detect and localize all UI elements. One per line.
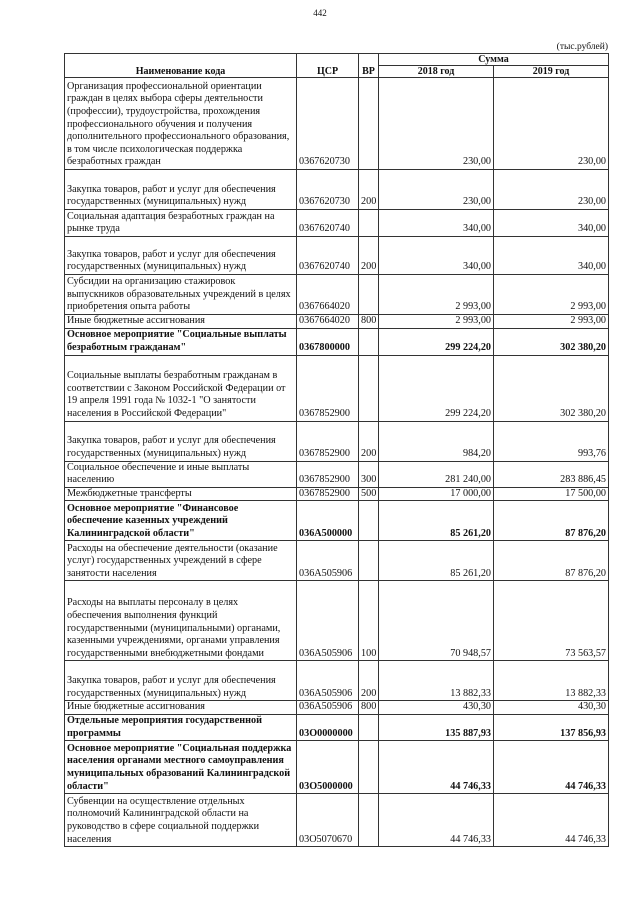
row-2019: 302 380,20 [494, 328, 609, 355]
row-2019: 230,00 [494, 170, 609, 210]
row-name: Социальная адаптация безработных граждан на рынке труда [65, 210, 297, 237]
table-row [65, 328, 609, 355]
row-csr: 0367852900 [297, 461, 359, 487]
row-2018: 340,00 [379, 237, 494, 275]
row-vr: 200 [359, 421, 379, 461]
row-csr: 0367620740 [297, 237, 359, 275]
row-2019: 17 500,00 [494, 487, 609, 501]
table-row [65, 421, 609, 461]
row-csr: 036А505906 [297, 701, 359, 715]
row-name: Закупка товаров, работ и услуг для обеспечения государственных (муниципальных) нужд [65, 237, 297, 275]
row-2019: 87 876,20 [494, 541, 609, 581]
row-name: Социальное обеспечение и иные выплаты населению [65, 461, 297, 487]
row-2019: 44 746,33 [494, 741, 609, 794]
table-row [65, 701, 609, 715]
row-vr: 200 [359, 661, 379, 701]
row-name: Основное мероприятие "Социальные выплаты безработным гражданам" [65, 328, 297, 355]
row-2019: 87 876,20 [494, 501, 609, 541]
table-row [65, 794, 609, 847]
row-name: Иные бюджетные ассигнования [65, 315, 297, 329]
row-name: Закупка товаров, работ и услуг для обеспечения государственных (муниципальных) нужд [65, 661, 297, 701]
row-2019: 993,76 [494, 421, 609, 461]
row-2019: 283 886,45 [494, 461, 609, 487]
row-csr: 0367852900 [297, 421, 359, 461]
unit-note: (тыс.рублей) [556, 42, 608, 52]
row-vr [359, 741, 379, 794]
row-vr [359, 78, 379, 170]
row-name: Субвенции на осуществление отдельных полномочий Калининградской области на руководство в сфере социальной поддержки населения [65, 794, 297, 847]
row-vr: 800 [359, 701, 379, 715]
table-row [65, 355, 609, 421]
row-name: Расходы на обеспечение деятельности (оказание услуг) государственных учреждений в сфере занятости населения [65, 541, 297, 581]
row-csr: 0367852900 [297, 355, 359, 421]
row-2018: 135 887,93 [379, 714, 494, 740]
row-name: Расходы на выплаты персоналу в целях обеспечения выполнения функций государственными (муниципальными) органами, казенными учреждениями, органами управления государственными внебюджетными фондами [65, 581, 297, 661]
row-2018: 984,20 [379, 421, 494, 461]
page-number: 442 [313, 8, 327, 18]
row-vr [359, 541, 379, 581]
table-row [65, 461, 609, 487]
row-csr: 0367620730 [297, 170, 359, 210]
header-sum: Сумма [379, 54, 609, 66]
row-csr: 0367800000 [297, 328, 359, 355]
row-2019: 430,30 [494, 701, 609, 715]
row-vr: 800 [359, 315, 379, 329]
row-2019: 44 746,33 [494, 794, 609, 847]
row-csr: 03О5000000 [297, 741, 359, 794]
row-name: Отдельные мероприятия государственной программы [65, 714, 297, 740]
row-csr: 0367852900 [297, 487, 359, 501]
row-csr: 036А505906 [297, 661, 359, 701]
table-row [65, 275, 609, 315]
table-row [65, 581, 609, 661]
table-row [65, 541, 609, 581]
row-2018: 13 882,33 [379, 661, 494, 701]
row-vr: 200 [359, 237, 379, 275]
table-row [65, 315, 609, 329]
row-csr: 036А505906 [297, 541, 359, 581]
row-csr: 036А500000 [297, 501, 359, 541]
row-2018: 70 948,57 [379, 581, 494, 661]
row-vr: 300 [359, 461, 379, 487]
row-name: Организация профессиональной ориентации граждан в целях выбора сферы деятельности (профессии), трудоустройства, прохождения профессионального обучения и получения дополнительного профессионального образования, в том числе психологическая поддержка безработных граждан [65, 78, 297, 170]
row-2018: 85 261,20 [379, 501, 494, 541]
header-2018: 2018 год [379, 66, 494, 78]
table-row [65, 487, 609, 501]
table-row [65, 714, 609, 740]
row-csr: 036А505906 [297, 581, 359, 661]
table-row [65, 741, 609, 794]
row-name: Межбюджетные трансферты [65, 487, 297, 501]
table-row [65, 210, 609, 237]
row-2018: 17 000,00 [379, 487, 494, 501]
row-name: Социальные выплаты безработным гражданам в соответствии с Законом Российской Федерации от 19 апреля 1991 года № 1032-1 "О занятости населения в Российской Федерации" [65, 355, 297, 421]
table-row [65, 661, 609, 701]
row-2019: 137 856,93 [494, 714, 609, 740]
row-2019: 340,00 [494, 210, 609, 237]
row-2018: 2 993,00 [379, 315, 494, 329]
row-2018: 340,00 [379, 210, 494, 237]
row-vr [359, 210, 379, 237]
row-name: Основное мероприятие "Социальная поддержка населения органами местного самоуправления муниципальных образований Калининградской области" [65, 741, 297, 794]
row-vr: 500 [359, 487, 379, 501]
row-2019: 13 882,33 [494, 661, 609, 701]
row-2018: 430,30 [379, 701, 494, 715]
table-row [65, 237, 609, 275]
table-row [65, 170, 609, 210]
row-csr: 0367664020 [297, 275, 359, 315]
row-2019: 302 380,20 [494, 355, 609, 421]
row-vr [359, 328, 379, 355]
row-2019: 2 993,00 [494, 275, 609, 315]
budget-table [64, 53, 609, 847]
header-2019: 2019 год [494, 66, 609, 78]
row-csr: 03О5070670 [297, 794, 359, 847]
row-vr [359, 714, 379, 740]
row-2018: 2 993,00 [379, 275, 494, 315]
row-2018: 44 746,33 [379, 741, 494, 794]
row-vr: 100 [359, 581, 379, 661]
row-vr [359, 794, 379, 847]
row-2018: 85 261,20 [379, 541, 494, 581]
table-row [65, 78, 609, 170]
row-csr: 0367620740 [297, 210, 359, 237]
row-name: Субсидии на организацию стажировок выпускников образовательных учреждений в целях приобретения опыта работы [65, 275, 297, 315]
row-2018: 299 224,20 [379, 328, 494, 355]
row-name: Закупка товаров, работ и услуг для обеспечения государственных (муниципальных) нужд [65, 421, 297, 461]
row-vr: 200 [359, 170, 379, 210]
header-name: Наименование кода [65, 54, 297, 78]
header-csr: ЦСР [297, 54, 359, 78]
table-row [65, 501, 609, 541]
row-2018: 44 746,33 [379, 794, 494, 847]
header-vr: ВР [359, 54, 379, 78]
row-2018: 230,00 [379, 78, 494, 170]
row-name: Основное мероприятие "Финансовое обеспечение казенных учреждений Калининградской области" [65, 501, 297, 541]
row-2018: 281 240,00 [379, 461, 494, 487]
row-vr [359, 275, 379, 315]
row-csr: 03О0000000 [297, 714, 359, 740]
row-2019: 230,00 [494, 78, 609, 170]
header-row-top [65, 54, 609, 66]
row-csr: 0367664020 [297, 315, 359, 329]
row-vr [359, 355, 379, 421]
row-2018: 230,00 [379, 170, 494, 210]
row-2019: 73 563,57 [494, 581, 609, 661]
row-name: Иные бюджетные ассигнования [65, 701, 297, 715]
row-vr [359, 501, 379, 541]
row-2019: 2 993,00 [494, 315, 609, 329]
row-2019: 340,00 [494, 237, 609, 275]
row-2018: 299 224,20 [379, 355, 494, 421]
row-name: Закупка товаров, работ и услуг для обеспечения государственных (муниципальных) нужд [65, 170, 297, 210]
row-csr: 0367620730 [297, 78, 359, 170]
